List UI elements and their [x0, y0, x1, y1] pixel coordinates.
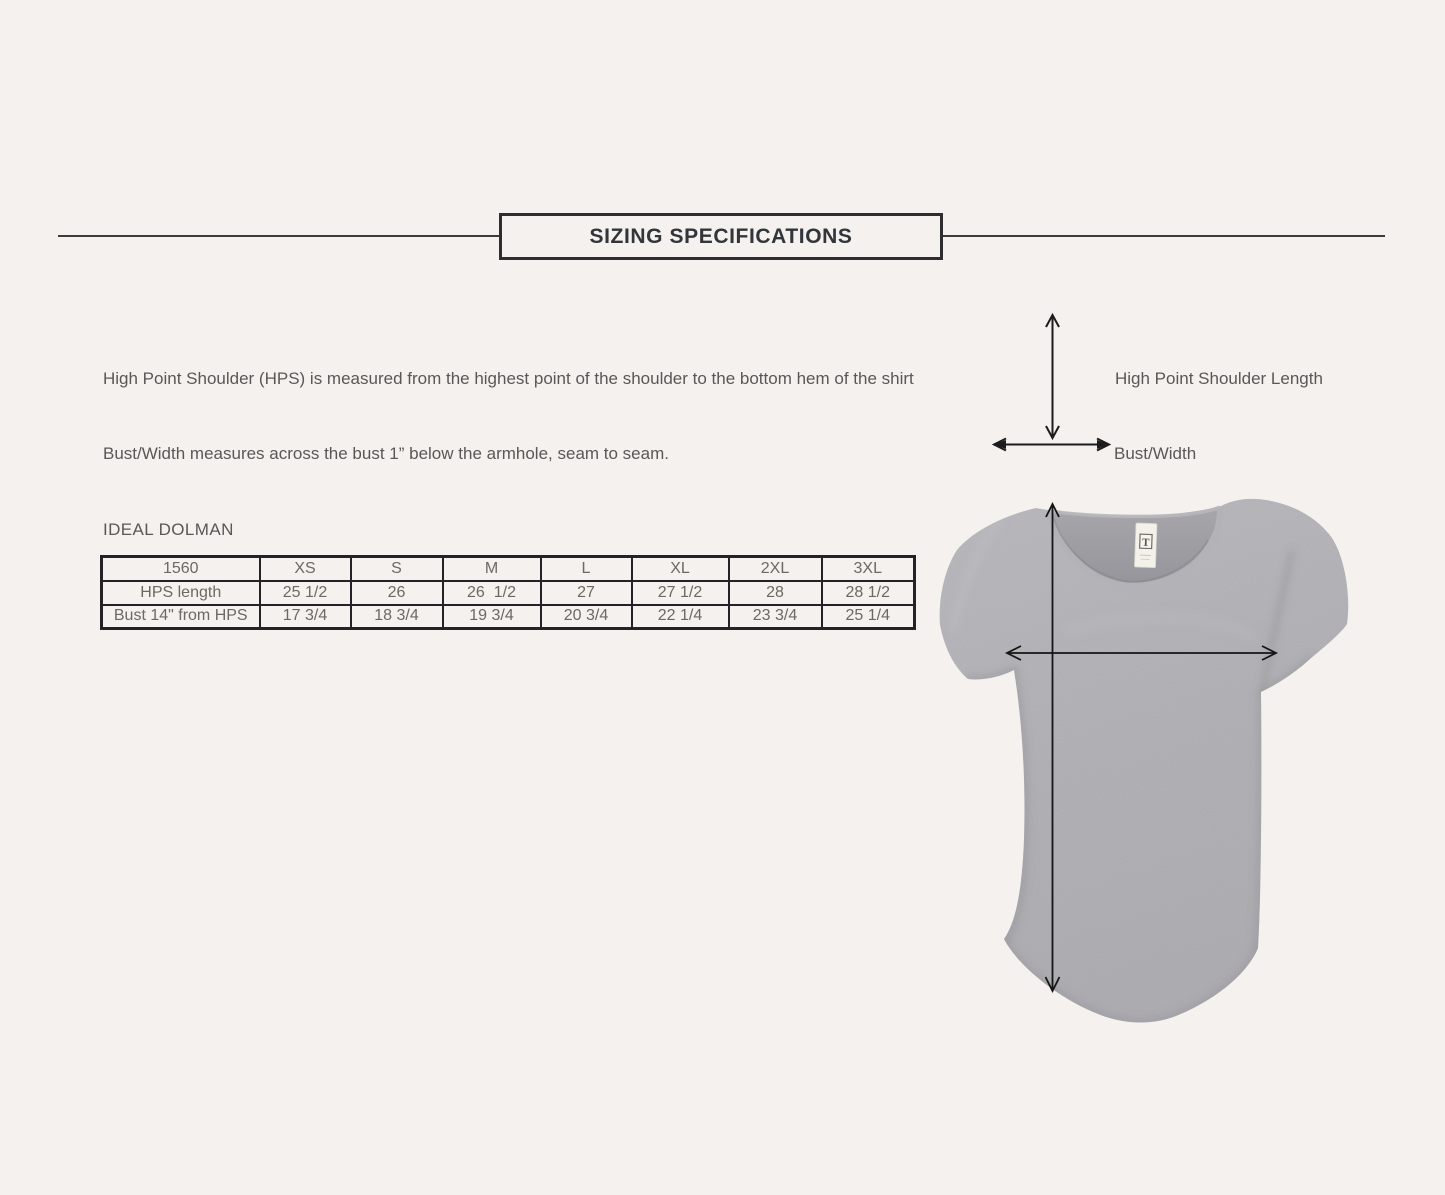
product-name: IDEAL DOLMAN	[103, 520, 234, 539]
table-cell: 25 1/2	[260, 581, 351, 605]
table-cell: 18 3/4	[351, 605, 443, 629]
table-cell: 22 1/4	[632, 605, 729, 629]
title-box	[499, 213, 943, 260]
hps-length-row	[102, 581, 915, 605]
size-header-cell: L	[541, 557, 632, 581]
bust-arrow-label: Bust/Width	[1114, 444, 1197, 463]
bust-width-arrow-icon	[994, 439, 1109, 451]
row-label-cell: Bust 14" from HPS	[102, 605, 260, 629]
size-table-header-row	[102, 557, 915, 581]
size-header-cell: 3XL	[822, 557, 915, 581]
tshirt-body	[928, 480, 1392, 1058]
size-header-cell: 2XL	[729, 557, 822, 581]
size-table	[100, 555, 916, 630]
size-header-cell: M	[443, 557, 541, 581]
table-cell: 27 1/2	[632, 581, 729, 605]
bust-width-row	[102, 605, 915, 629]
bust-description-text: Bust/Width measures across the bust 1” below the armhole, seam to seam.	[103, 444, 669, 463]
table-cell: 23 3/4	[729, 605, 822, 629]
table-cell: 27	[541, 581, 632, 605]
style-number-cell: 1560	[102, 557, 260, 581]
size-header-cell: XL	[632, 557, 729, 581]
row-label-cell: HPS length	[102, 581, 260, 605]
brand-tag	[1134, 523, 1157, 568]
hps-description-text: High Point Shoulder (HPS) is measured from the highest point of the shoulder to the bottom hem of the shirt	[103, 369, 914, 388]
table-cell: 26 1/2	[443, 581, 541, 605]
table-cell: 28	[729, 581, 822, 605]
table-cell: 19 3/4	[443, 605, 541, 629]
tshirt-illustration	[928, 298, 1392, 1058]
svg-text:T: T	[1141, 536, 1150, 549]
table-cell: 28 1/2	[822, 581, 915, 605]
table-cell: 25 1/4	[822, 605, 915, 629]
table-cell: 20 3/4	[541, 605, 632, 629]
hps-length-arrow-icon	[1046, 315, 1059, 438]
table-cell: 26	[351, 581, 443, 605]
hps-arrow-label: High Point Shoulder Length	[1115, 369, 1323, 388]
size-header-cell: S	[351, 557, 443, 581]
size-header-cell: XS	[260, 557, 351, 581]
table-cell: 17 3/4	[260, 605, 351, 629]
page-title: SIZING SPECIFICATIONS	[589, 224, 853, 248]
